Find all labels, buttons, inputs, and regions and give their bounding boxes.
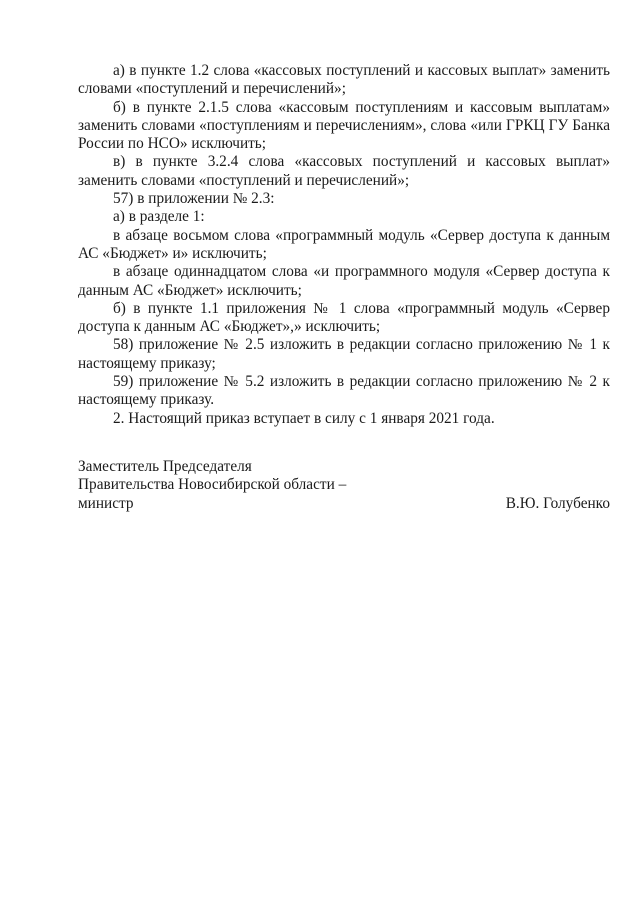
- item-58: 58) приложение № 2.5 изложить в редакции согласно приложению № 1 к настоящему приказу;: [78, 336, 610, 372]
- signature-block: [78, 458, 610, 513]
- paragraph-2-1-5-amendment: б) в пункте 2.1.5 слова «кассовым поступлениям и кассовым выплатам» заменить словами «поступлениям и перечислениям», слова «или ГРКЦ ГУ Банка России по НСО» исключить;: [78, 98, 610, 153]
- signatory-name: В.Ю. Голубенко: [505, 494, 610, 512]
- signatory-position-line-2: Правительства Новосибирской области –: [78, 476, 347, 494]
- signatory-position-line-3: министр: [78, 494, 134, 512]
- paragraph-1-2-amendment: а) в пункте 1.2 слова «кассовых поступлений и кассовых выплат» заменить словами «поступлений и перечислений»;: [78, 62, 610, 98]
- item-59: 59) приложение № 5.2 изложить в редакции согласно приложению № 2 к настоящему приказу.: [78, 373, 610, 409]
- paragraph-3-2-4-amendment: в) в пункте 3.2.4 слова «кассовых поступлений и кассовых выплат» заменить словами «поступлений и перечислений»;: [78, 153, 610, 189]
- item-57-heading: 57) в приложении № 2.3:: [113, 190, 275, 208]
- document-body: [78, 62, 610, 428]
- section-1-heading: а) в разделе 1:: [113, 208, 205, 226]
- item-2-effective-date: 2. Настоящий приказ вступает в силу с 1 января 2021 года.: [113, 409, 495, 427]
- paragraph-eighth-abzac: в абзаце восьмом слова «программный модуль «Сервер доступа к данным АС «Бюджет» и» исключить;: [78, 226, 610, 262]
- paragraph-1-1-appendix-1: б) в пункте 1.1 приложения № 1 слова «программный модуль «Сервер доступа к данным АС «Бюджет»,» исключить;: [78, 299, 610, 336]
- paragraph-eleventh-abzac: в абзаце одиннадцатом слова «и программного модуля «Сервер доступа к данным АС «Бюджет» исключить;: [78, 263, 610, 299]
- signatory-last-line: [78, 495, 610, 513]
- signatory-position-line-1: Заместитель Председателя: [78, 458, 252, 475]
